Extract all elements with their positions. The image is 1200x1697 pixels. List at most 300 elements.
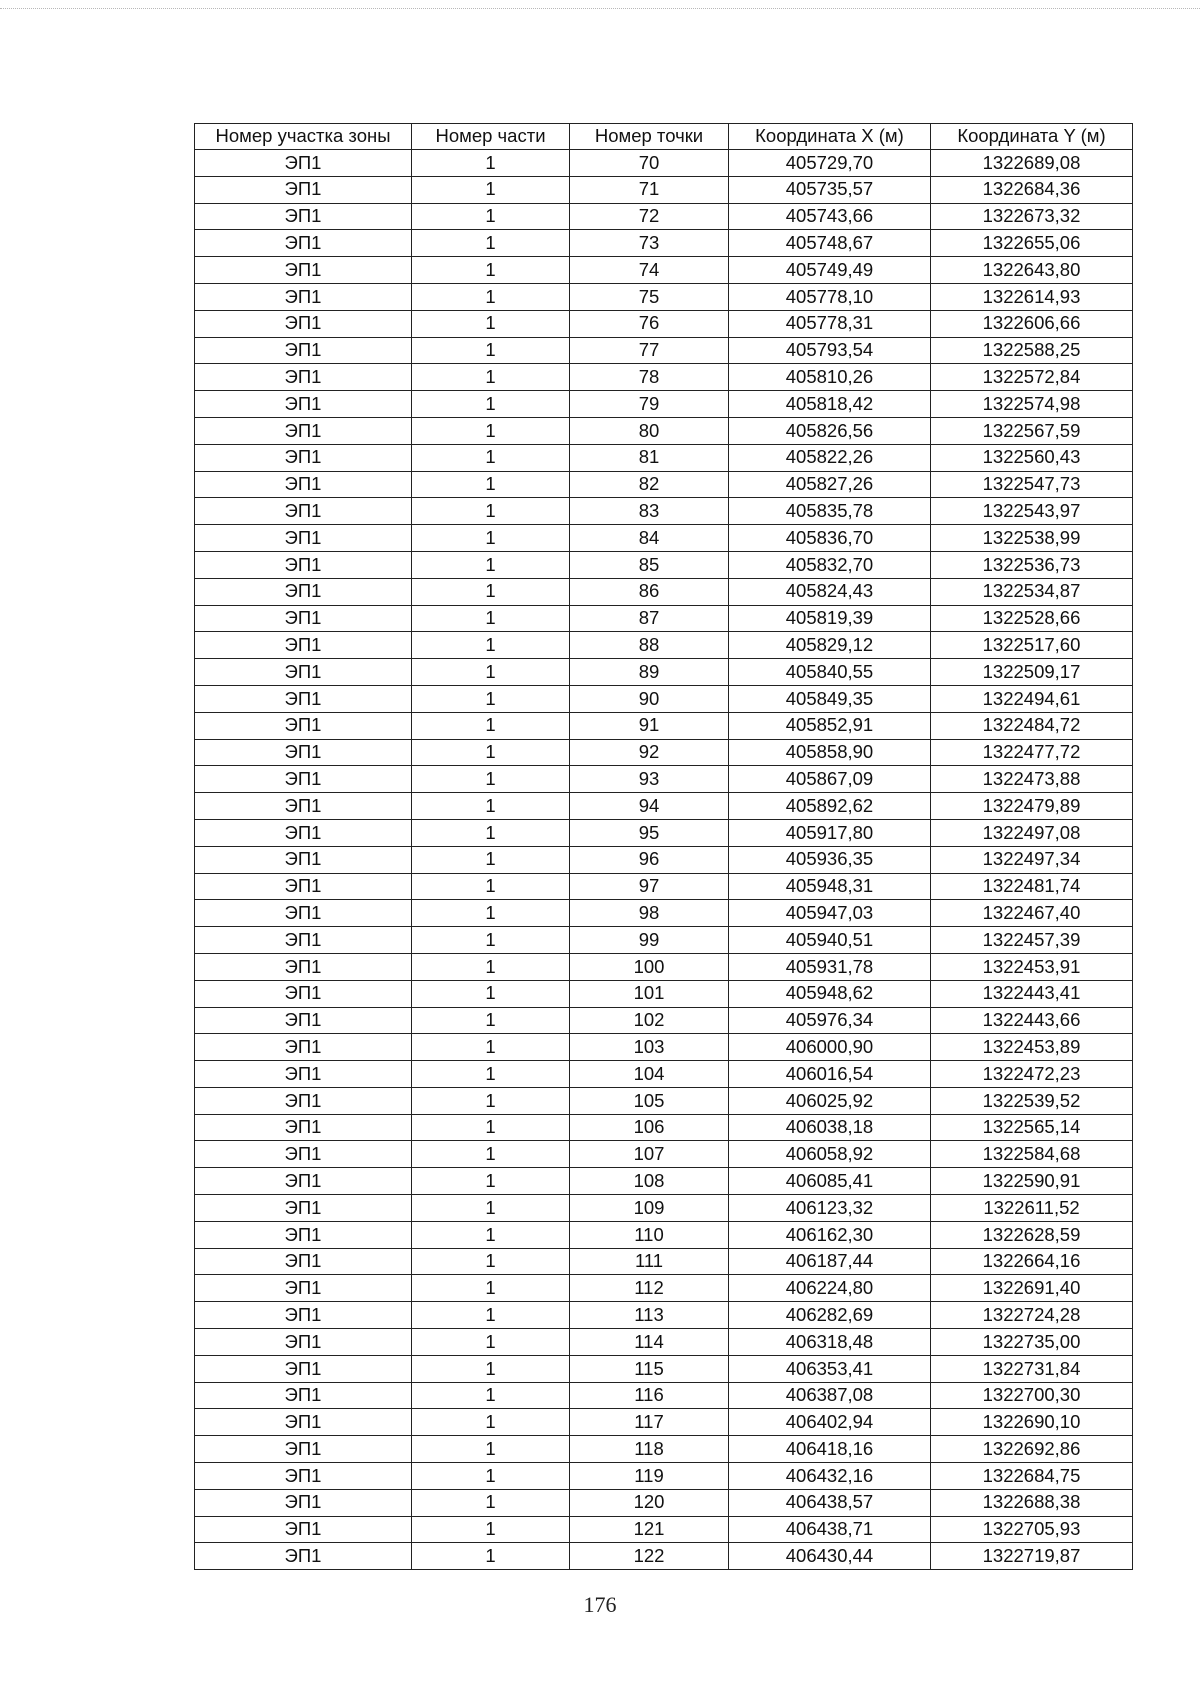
cell-point-number: 91 — [570, 712, 729, 739]
table-row — [195, 1516, 1133, 1543]
table-row — [195, 1436, 1133, 1463]
cell-coordinate-y: 1322574,98 — [931, 391, 1133, 418]
cell-zone-section: ЭП1 — [195, 605, 412, 632]
cell-part-number: 1 — [412, 659, 570, 686]
cell-point-number: 97 — [570, 873, 729, 900]
table-row — [195, 1489, 1133, 1516]
cell-point-number: 107 — [570, 1141, 729, 1168]
cell-coordinate-x: 405749,49 — [729, 257, 931, 284]
cell-point-number: 75 — [570, 283, 729, 310]
cell-coordinate-y: 1322684,36 — [931, 176, 1133, 203]
cell-zone-section: ЭП1 — [195, 1141, 412, 1168]
cell-part-number: 1 — [412, 1329, 570, 1356]
cell-part-number: 1 — [412, 1275, 570, 1302]
table-row — [195, 1114, 1133, 1141]
table-row — [195, 980, 1133, 1007]
cell-coordinate-y: 1322643,80 — [931, 257, 1133, 284]
page-number: 176 — [583, 1592, 617, 1617]
cell-part-number: 1 — [412, 1114, 570, 1141]
cell-coordinate-y: 1322517,60 — [931, 632, 1133, 659]
table-row — [195, 1087, 1133, 1114]
cell-zone-section: ЭП1 — [195, 1195, 412, 1222]
cell-coordinate-y: 1322539,52 — [931, 1087, 1133, 1114]
table-row — [195, 364, 1133, 391]
cell-point-number: 120 — [570, 1489, 729, 1516]
cell-part-number: 1 — [412, 1409, 570, 1436]
cell-part-number: 1 — [412, 176, 570, 203]
cell-zone-section: ЭП1 — [195, 471, 412, 498]
cell-coordinate-y: 1322724,28 — [931, 1302, 1133, 1329]
cell-part-number: 1 — [412, 819, 570, 846]
cell-part-number: 1 — [412, 1302, 570, 1329]
cell-zone-section: ЭП1 — [195, 1489, 412, 1516]
cell-zone-section: ЭП1 — [195, 659, 412, 686]
table-row — [195, 391, 1133, 418]
cell-coordinate-x: 405778,31 — [729, 310, 931, 337]
cell-coordinate-y: 1322477,72 — [931, 739, 1133, 766]
cell-point-number: 88 — [570, 632, 729, 659]
cell-coordinate-y: 1322543,97 — [931, 498, 1133, 525]
cell-coordinate-y: 1322497,34 — [931, 846, 1133, 873]
cell-part-number: 1 — [412, 927, 570, 954]
cell-part-number: 1 — [412, 444, 570, 471]
header-coordinate-x: Координата X (м) — [729, 124, 931, 150]
cell-zone-section: ЭП1 — [195, 766, 412, 793]
table-row — [195, 310, 1133, 337]
table-row — [195, 1168, 1133, 1195]
cell-zone-section: ЭП1 — [195, 1409, 412, 1436]
table-row — [195, 230, 1133, 257]
cell-point-number: 122 — [570, 1543, 729, 1570]
cell-zone-section: ЭП1 — [195, 551, 412, 578]
cell-point-number: 115 — [570, 1355, 729, 1382]
cell-zone-section: ЭП1 — [195, 927, 412, 954]
cell-coordinate-x: 405835,78 — [729, 498, 931, 525]
cell-point-number: 90 — [570, 685, 729, 712]
cell-coordinate-y: 1322536,73 — [931, 551, 1133, 578]
table-header-row — [195, 124, 1133, 150]
cell-point-number: 112 — [570, 1275, 729, 1302]
cell-coordinate-y: 1322684,75 — [931, 1463, 1133, 1490]
cell-coordinate-x: 406058,92 — [729, 1141, 931, 1168]
cell-zone-section: ЭП1 — [195, 203, 412, 230]
cell-point-number: 82 — [570, 471, 729, 498]
cell-part-number: 1 — [412, 417, 570, 444]
cell-coordinate-x: 405818,42 — [729, 391, 931, 418]
cell-coordinate-x: 406438,71 — [729, 1516, 931, 1543]
cell-point-number: 104 — [570, 1061, 729, 1088]
cell-part-number: 1 — [412, 1355, 570, 1382]
cell-zone-section: ЭП1 — [195, 230, 412, 257]
cell-zone-section: ЭП1 — [195, 1382, 412, 1409]
table-row — [195, 1329, 1133, 1356]
cell-coordinate-x: 405936,35 — [729, 846, 931, 873]
cell-coordinate-y: 1322688,38 — [931, 1489, 1133, 1516]
cell-coordinate-y: 1322509,17 — [931, 659, 1133, 686]
cell-zone-section: ЭП1 — [195, 685, 412, 712]
cell-coordinate-x: 406282,69 — [729, 1302, 931, 1329]
table-header — [195, 124, 1133, 150]
cell-coordinate-x: 406085,41 — [729, 1168, 931, 1195]
cell-part-number: 1 — [412, 578, 570, 605]
cell-point-number: 76 — [570, 310, 729, 337]
cell-coordinate-y: 1322453,91 — [931, 953, 1133, 980]
table-row — [195, 659, 1133, 686]
cell-coordinate-x: 406430,44 — [729, 1543, 931, 1570]
cell-coordinate-y: 1322467,40 — [931, 900, 1133, 927]
cell-coordinate-x: 406432,16 — [729, 1463, 931, 1490]
cell-point-number: 102 — [570, 1007, 729, 1034]
cell-coordinate-x: 405940,51 — [729, 927, 931, 954]
cell-point-number: 70 — [570, 150, 729, 177]
cell-coordinate-x: 405827,26 — [729, 471, 931, 498]
table-row — [195, 150, 1133, 177]
cell-coordinate-y: 1322655,06 — [931, 230, 1133, 257]
table-row — [195, 203, 1133, 230]
table-row — [195, 819, 1133, 846]
table-row — [195, 525, 1133, 552]
cell-coordinate-y: 1322560,43 — [931, 444, 1133, 471]
table-row — [195, 900, 1133, 927]
cell-coordinate-x: 406438,57 — [729, 1489, 931, 1516]
cell-point-number: 114 — [570, 1329, 729, 1356]
cell-part-number: 1 — [412, 1516, 570, 1543]
cell-coordinate-y: 1322472,23 — [931, 1061, 1133, 1088]
cell-coordinate-x: 406000,90 — [729, 1034, 931, 1061]
table-row — [195, 1302, 1133, 1329]
cell-coordinate-x: 406187,44 — [729, 1248, 931, 1275]
cell-zone-section: ЭП1 — [195, 1329, 412, 1356]
cell-coordinate-y: 1322572,84 — [931, 364, 1133, 391]
cell-part-number: 1 — [412, 980, 570, 1007]
cell-coordinate-y: 1322538,99 — [931, 525, 1133, 552]
cell-point-number: 106 — [570, 1114, 729, 1141]
table-row — [195, 1141, 1133, 1168]
cell-coordinate-x: 405892,62 — [729, 793, 931, 820]
table-row — [195, 739, 1133, 766]
cell-coordinate-x: 406162,30 — [729, 1221, 931, 1248]
cell-zone-section: ЭП1 — [195, 1302, 412, 1329]
table-row — [195, 685, 1133, 712]
cell-part-number: 1 — [412, 953, 570, 980]
cell-coordinate-x: 405948,62 — [729, 980, 931, 1007]
table-row — [195, 578, 1133, 605]
cell-coordinate-x: 405931,78 — [729, 953, 931, 980]
cell-part-number: 1 — [412, 1195, 570, 1222]
cell-part-number: 1 — [412, 1436, 570, 1463]
cell-point-number: 73 — [570, 230, 729, 257]
table-row — [195, 471, 1133, 498]
cell-zone-section: ЭП1 — [195, 578, 412, 605]
cell-coordinate-y: 1322673,32 — [931, 203, 1133, 230]
cell-zone-section: ЭП1 — [195, 310, 412, 337]
cell-coordinate-y: 1322528,66 — [931, 605, 1133, 632]
table-body — [195, 150, 1133, 1570]
cell-coordinate-x: 406402,94 — [729, 1409, 931, 1436]
cell-part-number: 1 — [412, 1087, 570, 1114]
cell-part-number: 1 — [412, 1168, 570, 1195]
cell-part-number: 1 — [412, 471, 570, 498]
cell-coordinate-x: 405743,66 — [729, 203, 931, 230]
table-row — [195, 417, 1133, 444]
cell-part-number: 1 — [412, 1061, 570, 1088]
cell-point-number: 121 — [570, 1516, 729, 1543]
cell-coordinate-x: 406038,18 — [729, 1114, 931, 1141]
cell-part-number: 1 — [412, 1007, 570, 1034]
cell-coordinate-y: 1322664,16 — [931, 1248, 1133, 1275]
cell-zone-section: ЭП1 — [195, 1248, 412, 1275]
table-row — [195, 257, 1133, 284]
table-row — [195, 1543, 1133, 1570]
cell-part-number: 1 — [412, 1463, 570, 1490]
cell-part-number: 1 — [412, 900, 570, 927]
cell-coordinate-y: 1322481,74 — [931, 873, 1133, 900]
table-row — [195, 712, 1133, 739]
cell-zone-section: ЭП1 — [195, 1436, 412, 1463]
cell-part-number: 1 — [412, 605, 570, 632]
cell-point-number: 87 — [570, 605, 729, 632]
cell-coordinate-x: 406025,92 — [729, 1087, 931, 1114]
cell-coordinate-x: 405826,56 — [729, 417, 931, 444]
table-row — [195, 498, 1133, 525]
cell-part-number: 1 — [412, 1382, 570, 1409]
cell-coordinate-x: 405748,67 — [729, 230, 931, 257]
cell-zone-section: ЭП1 — [195, 1516, 412, 1543]
cell-zone-section: ЭП1 — [195, 1034, 412, 1061]
cell-zone-section: ЭП1 — [195, 1275, 412, 1302]
cell-part-number: 1 — [412, 203, 570, 230]
table-row — [195, 1061, 1133, 1088]
cell-point-number: 101 — [570, 980, 729, 1007]
cell-part-number: 1 — [412, 150, 570, 177]
cell-zone-section: ЭП1 — [195, 819, 412, 846]
cell-coordinate-x: 405976,34 — [729, 1007, 931, 1034]
cell-zone-section: ЭП1 — [195, 1355, 412, 1382]
cell-coordinate-y: 1322590,91 — [931, 1168, 1133, 1195]
table-row — [195, 1382, 1133, 1409]
cell-zone-section: ЭП1 — [195, 498, 412, 525]
cell-part-number: 1 — [412, 257, 570, 284]
cell-coordinate-y: 1322606,66 — [931, 310, 1133, 337]
cell-point-number: 80 — [570, 417, 729, 444]
cell-part-number: 1 — [412, 1489, 570, 1516]
cell-coordinate-y: 1322547,73 — [931, 471, 1133, 498]
cell-coordinate-x: 405822,26 — [729, 444, 931, 471]
cell-zone-section: ЭП1 — [195, 980, 412, 1007]
cell-zone-section: ЭП1 — [195, 846, 412, 873]
cell-part-number: 1 — [412, 632, 570, 659]
table-row — [195, 605, 1133, 632]
table-row — [195, 632, 1133, 659]
table-row — [195, 176, 1133, 203]
cell-coordinate-x: 405840,55 — [729, 659, 931, 686]
cell-point-number: 111 — [570, 1248, 729, 1275]
cell-point-number: 86 — [570, 578, 729, 605]
cell-coordinate-y: 1322584,68 — [931, 1141, 1133, 1168]
cell-part-number: 1 — [412, 364, 570, 391]
cell-coordinate-x: 405819,39 — [729, 605, 931, 632]
cell-coordinate-y: 1322588,25 — [931, 337, 1133, 364]
cell-point-number: 78 — [570, 364, 729, 391]
table-row — [195, 1248, 1133, 1275]
table-row — [195, 1007, 1133, 1034]
cell-part-number: 1 — [412, 793, 570, 820]
table-row — [195, 337, 1133, 364]
cell-coordinate-x: 405849,35 — [729, 685, 931, 712]
cell-part-number: 1 — [412, 310, 570, 337]
cell-coordinate-y: 1322611,52 — [931, 1195, 1133, 1222]
table-row — [195, 1275, 1133, 1302]
table-row — [195, 283, 1133, 310]
cell-part-number: 1 — [412, 685, 570, 712]
header-zone-section-number: Номер участка зоны — [195, 124, 412, 150]
cell-point-number: 85 — [570, 551, 729, 578]
cell-zone-section: ЭП1 — [195, 1114, 412, 1141]
cell-coordinate-y: 1322479,89 — [931, 793, 1133, 820]
cell-part-number: 1 — [412, 1248, 570, 1275]
cell-coordinate-y: 1322719,87 — [931, 1543, 1133, 1570]
cell-coordinate-y: 1322494,61 — [931, 685, 1133, 712]
cell-part-number: 1 — [412, 1034, 570, 1061]
cell-coordinate-y: 1322691,40 — [931, 1275, 1133, 1302]
table-row — [195, 551, 1133, 578]
cell-point-number: 77 — [570, 337, 729, 364]
cell-coordinate-x: 405948,31 — [729, 873, 931, 900]
cell-coordinate-y: 1322534,87 — [931, 578, 1133, 605]
cell-point-number: 109 — [570, 1195, 729, 1222]
cell-zone-section: ЭП1 — [195, 953, 412, 980]
cell-point-number: 92 — [570, 739, 729, 766]
cell-coordinate-y: 1322692,86 — [931, 1436, 1133, 1463]
cell-coordinate-x: 406387,08 — [729, 1382, 931, 1409]
cell-point-number: 83 — [570, 498, 729, 525]
cell-part-number: 1 — [412, 712, 570, 739]
cell-point-number: 99 — [570, 927, 729, 954]
cell-coordinate-y: 1322567,59 — [931, 417, 1133, 444]
cell-zone-section: ЭП1 — [195, 150, 412, 177]
cell-zone-section: ЭП1 — [195, 364, 412, 391]
cell-point-number: 81 — [570, 444, 729, 471]
cell-coordinate-y: 1322614,93 — [931, 283, 1133, 310]
cell-zone-section: ЭП1 — [195, 417, 412, 444]
cell-coordinate-x: 405793,54 — [729, 337, 931, 364]
cell-part-number: 1 — [412, 739, 570, 766]
cell-point-number: 74 — [570, 257, 729, 284]
cell-coordinate-x: 405947,03 — [729, 900, 931, 927]
cell-coordinate-x: 405778,10 — [729, 283, 931, 310]
cell-coordinate-x: 405858,90 — [729, 739, 931, 766]
cell-point-number: 100 — [570, 953, 729, 980]
cell-coordinate-y: 1322457,39 — [931, 927, 1133, 954]
cell-coordinate-x: 405829,12 — [729, 632, 931, 659]
cell-zone-section: ЭП1 — [195, 391, 412, 418]
cell-zone-section: ЭП1 — [195, 739, 412, 766]
table-row — [195, 766, 1133, 793]
cell-coordinate-x: 405836,70 — [729, 525, 931, 552]
cell-coordinate-x: 405832,70 — [729, 551, 931, 578]
cell-zone-section: ЭП1 — [195, 1221, 412, 1248]
cell-part-number: 1 — [412, 391, 570, 418]
cell-point-number: 113 — [570, 1302, 729, 1329]
table-row — [195, 873, 1133, 900]
cell-coordinate-x: 406418,16 — [729, 1436, 931, 1463]
cell-zone-section: ЭП1 — [195, 1007, 412, 1034]
cell-zone-section: ЭП1 — [195, 900, 412, 927]
cell-point-number: 105 — [570, 1087, 729, 1114]
table-row — [195, 1463, 1133, 1490]
cell-part-number: 1 — [412, 1543, 570, 1570]
cell-point-number: 108 — [570, 1168, 729, 1195]
cell-part-number: 1 — [412, 525, 570, 552]
table-row — [195, 1409, 1133, 1436]
scan-edge-line — [0, 8, 1200, 9]
table-row — [195, 444, 1133, 471]
cell-part-number: 1 — [412, 1221, 570, 1248]
cell-point-number: 98 — [570, 900, 729, 927]
cell-part-number: 1 — [412, 337, 570, 364]
cell-part-number: 1 — [412, 283, 570, 310]
cell-coordinate-x: 405729,70 — [729, 150, 931, 177]
cell-zone-section: ЭП1 — [195, 337, 412, 364]
cell-coordinate-x: 405810,26 — [729, 364, 931, 391]
header-point-number: Номер точки — [570, 124, 729, 150]
cell-zone-section: ЭП1 — [195, 1061, 412, 1088]
cell-point-number: 93 — [570, 766, 729, 793]
cell-coordinate-x: 405852,91 — [729, 712, 931, 739]
header-coordinate-y: Координата Y (м) — [931, 124, 1133, 150]
cell-zone-section: ЭП1 — [195, 632, 412, 659]
cell-point-number: 71 — [570, 176, 729, 203]
cell-zone-section: ЭП1 — [195, 444, 412, 471]
table-row — [195, 1221, 1133, 1248]
cell-coordinate-x: 406318,48 — [729, 1329, 931, 1356]
cell-coordinate-y: 1322453,89 — [931, 1034, 1133, 1061]
cell-point-number: 118 — [570, 1436, 729, 1463]
cell-coordinate-x: 405917,80 — [729, 819, 931, 846]
cell-part-number: 1 — [412, 873, 570, 900]
cell-coordinate-y: 1322484,72 — [931, 712, 1133, 739]
cell-point-number: 103 — [570, 1034, 729, 1061]
cell-coordinate-y: 1322689,08 — [931, 150, 1133, 177]
cell-point-number: 89 — [570, 659, 729, 686]
table-row — [195, 953, 1133, 980]
cell-zone-section: ЭП1 — [195, 1463, 412, 1490]
table-row — [195, 1034, 1133, 1061]
cell-zone-section: ЭП1 — [195, 525, 412, 552]
table-row — [195, 1195, 1133, 1222]
cell-part-number: 1 — [412, 230, 570, 257]
cell-point-number: 119 — [570, 1463, 729, 1490]
coordinates-table — [194, 123, 1133, 1570]
cell-coordinate-y: 1322473,88 — [931, 766, 1133, 793]
cell-coordinate-x: 405824,43 — [729, 578, 931, 605]
cell-coordinate-y: 1322690,10 — [931, 1409, 1133, 1436]
cell-zone-section: ЭП1 — [195, 1087, 412, 1114]
cell-point-number: 117 — [570, 1409, 729, 1436]
cell-part-number: 1 — [412, 551, 570, 578]
cell-point-number: 94 — [570, 793, 729, 820]
cell-coordinate-x: 406123,32 — [729, 1195, 931, 1222]
header-part-number: Номер части — [412, 124, 570, 150]
cell-zone-section: ЭП1 — [195, 1543, 412, 1570]
cell-point-number: 95 — [570, 819, 729, 846]
cell-point-number: 84 — [570, 525, 729, 552]
cell-part-number: 1 — [412, 498, 570, 525]
cell-coordinate-y: 1322705,93 — [931, 1516, 1133, 1543]
table-row — [195, 846, 1133, 873]
cell-zone-section: ЭП1 — [195, 873, 412, 900]
table-row — [195, 1355, 1133, 1382]
